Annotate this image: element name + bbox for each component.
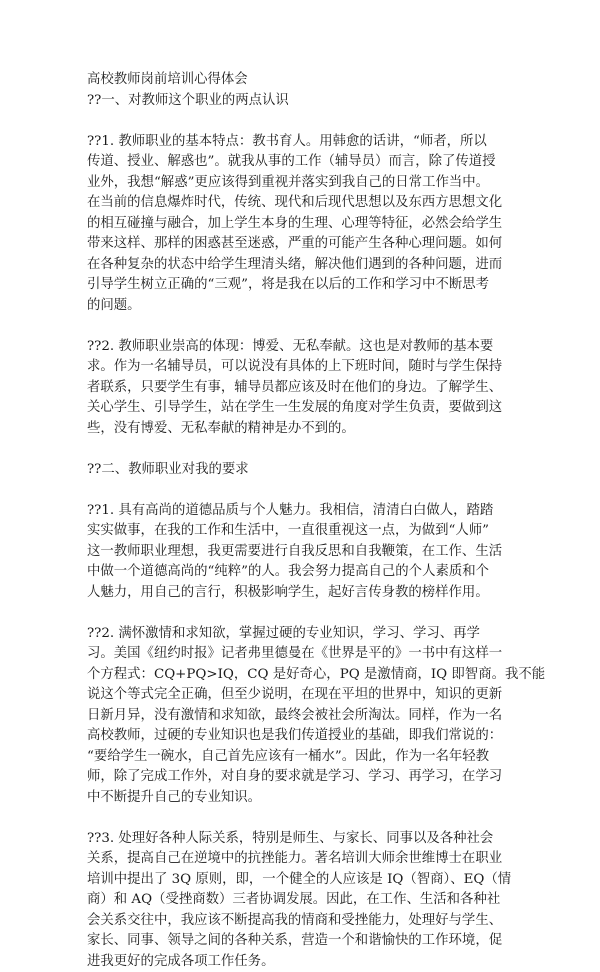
section-heading-2: ??二、教师职业对我的要求 xyxy=(87,460,515,481)
text-line: ??1. 具有高尚的道德品质与个人魅力。我相信，清清白白做人，踏踏 xyxy=(87,501,515,522)
text-line: 进我更好的完成各项工作任务。 xyxy=(87,952,515,972)
text-line: 这一教师职业理想，我更需要进行自我反思和自我鞭策，在工作、生活 xyxy=(87,542,515,563)
text-line: 关心学生、引导学生，站在学生一生发展的角度对学生负责，要做到这 xyxy=(87,398,515,419)
text-line: 商）和 AQ（受挫商数）三者协调发展。因此，在工作、生活和各种社 xyxy=(87,890,515,911)
text-line: 家长、同事、领导之间的各种关系，营造一个和谐愉快的工作环境，促 xyxy=(87,931,515,952)
text-line: 关系，提高自己在逆境中的抗挫能力。著名培训大师余世维博士在职业 xyxy=(87,849,515,870)
text-line: 中做一个道德高尚的“纯粹”的人。我会努力提高自己的个人素质和个 xyxy=(87,562,515,583)
document-page xyxy=(87,70,515,972)
text-line: ??1. 教师职业的基本特点：教书育人。用韩愈的话讲，“师者，所以 xyxy=(87,132,515,153)
text-line: 业外，我想“解惑”更应该得到重视并落实到我自己的日常工作当中。 xyxy=(87,173,515,194)
paragraph-2-3 xyxy=(87,829,515,972)
text-line: 求。作为一名辅导员，可以说没有具体的上下班时间，随时与学生保持 xyxy=(87,357,515,378)
section-heading-1: ??一、对教师这个职业的两点认识 xyxy=(87,91,515,112)
text-line: 个方程式：CQ+PQ>IQ，CQ 是好奇心，PQ 是激情商，IQ 即智商。我不能 xyxy=(87,665,515,686)
section-heading-2-wrap xyxy=(87,460,515,481)
text-line: 培训中提出了 3Q 原则，即，一个健全的人应该是 IQ（智商）、EQ（情 xyxy=(87,870,515,891)
text-line: ??2. 教师职业崇高的体现：博爱、无私奉献。这也是对教师的基本要 xyxy=(87,337,515,358)
text-line: 实实做事，在我的工作和生活中，一直很重视这一点，为做到“人师” xyxy=(87,521,515,542)
text-line: 的相互碰撞与融合，加上学生本身的生理、心理等特征，必然会给学生 xyxy=(87,214,515,235)
paragraph-2-1 xyxy=(87,501,515,604)
text-line: 在当前的信息爆炸时代，传统、现代和后现代思想以及东西方思想文化 xyxy=(87,193,515,214)
text-line: ??2. 满怀激情和求知欲，掌握过硬的专业知识，学习、学习、再学 xyxy=(87,624,515,645)
text-line: “要给学生一碗水，自己首先应该有一桶水”。因此，作为一名年轻教 xyxy=(87,747,515,768)
text-line: 在各种复杂的状态中给学生理清头绪，解决他们遇到的各种问题，进而 xyxy=(87,255,515,276)
text-line: ??3. 处理好各种人际关系，特别是师生、与家长、同事以及各种社会 xyxy=(87,829,515,850)
text-line: 说这个等式完全正确，但至少说明，在现在平坦的世界中，知识的更新 xyxy=(87,685,515,706)
document-title: 高校教师岗前培训心得体会 xyxy=(87,70,515,91)
text-line: 者联系，只要学生有事，辅导员都应该及时在他们的身边。了解学生、 xyxy=(87,378,515,399)
text-line: 师，除了完成工作外，对自身的要求就是学习、学习、再学习，在学习 xyxy=(87,767,515,788)
paragraph-1-2 xyxy=(87,337,515,440)
text-line: 人魅力，用自己的言行，积极影响学生，起好言传身教的榜样作用。 xyxy=(87,583,515,604)
text-line: 会关系交往中，我应该不断提高我的情商和受挫能力，处理好与学生、 xyxy=(87,911,515,932)
text-line: 高校教师，过硬的专业知识也是我们传道授业的基础，即我们常说的： xyxy=(87,726,515,747)
text-line: 引导学生树立正确的“三观”，将是我在以后的工作和学习中不断思考 xyxy=(87,275,515,296)
paragraph-2-2 xyxy=(87,624,515,809)
text-line: 日新月异，没有激情和求知欲，最终会被社会所淘汰。同样，作为一名 xyxy=(87,706,515,727)
paragraph-1-1 xyxy=(87,132,515,317)
text-line: 的问题。 xyxy=(87,296,515,317)
text-line: 中不断提升自己的专业知识。 xyxy=(87,788,515,809)
text-line: 带来这样、那样的困惑甚至迷惑，严重的可能产生各种心理问题。如何 xyxy=(87,234,515,255)
text-line: 传道、授业、解惑也”。就我从事的工作（辅导员）而言，除了传道授 xyxy=(87,152,515,173)
text-line: 习。美国《纽约时报》记者弗里德曼在《世界是平的》一书中有这样一 xyxy=(87,644,515,665)
text-line: 些，没有博爱、无私奉献的精神是办不到的。 xyxy=(87,419,515,440)
